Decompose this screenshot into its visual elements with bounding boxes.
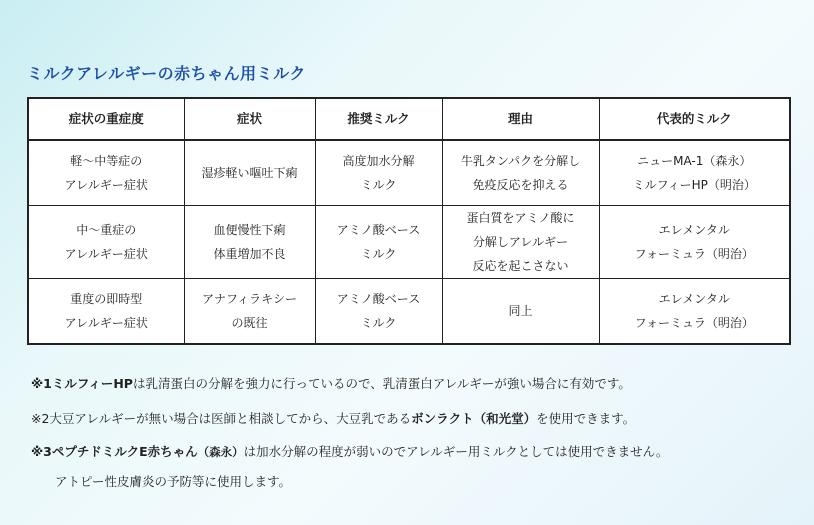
footnote-2-product: ボンラクト（和光堂） [411, 411, 537, 426]
footnote-2-prefix: ※2大豆アレルギーが無い場合は医師と相談してから、大豆乳である [31, 411, 412, 426]
cell-recommended-milk: 高度加水分解 ミルク [315, 140, 442, 206]
cell-severity: 重度の即時型 アレルギー症状 [28, 279, 184, 345]
cell-recommended-milk: アミノ酸ベース ミルク [315, 206, 442, 279]
footnote-3-text: は加水分解の程度が弱いのでアレルギー用ミルクとしては使用できません。 [243, 444, 669, 459]
cell-reason: 牛乳タンパクを分解し 免疫反応を抑える [442, 140, 599, 206]
cell-recommended-milk: アミノ酸ベース ミルク [315, 279, 442, 345]
header-representative-milk: 代表的ミルク [599, 98, 790, 140]
cell-symptoms: 湿疹軽い嘔吐下痢 [184, 140, 315, 206]
cell-representative-milk: ニューMA-1（森永） ミルフィーHP（明治） [599, 140, 790, 206]
milk-table [27, 97, 791, 345]
footnote-2-text: を使用できます。 [536, 411, 636, 426]
cell-symptoms: 血便慢性下痢 体重増加不良 [184, 206, 315, 279]
header-symptoms: 症状 [184, 98, 315, 140]
footnote-1 [31, 374, 631, 392]
footnote-3-maker: （森永） [197, 445, 244, 459]
header-reason: 理由 [442, 98, 599, 140]
cell-reason: 同上 [442, 279, 599, 345]
cell-severity: 中〜重症の アレルギー症状 [28, 206, 184, 279]
footnote-1-text: は乳清蛋白の分解を強力に行っているので、乳清蛋白アレルギーが強い場合に有効です。 [132, 376, 631, 391]
cell-symptoms: アナフィラキシー の既往 [184, 279, 315, 345]
table-row [28, 140, 790, 206]
footnote-2 [31, 409, 635, 427]
table-header-row [28, 98, 790, 140]
header-recommended-milk: 推奨ミルク [315, 98, 442, 140]
footnote-1-product: ※1ミルフィーHP [31, 376, 133, 391]
page-title: ミルクアレルギーの赤ちゃん用ミルク [27, 64, 306, 83]
cell-reason: 蛋白質をアミノ酸に 分解しアレルギー 反応を起こさない [442, 206, 599, 279]
table-row [28, 279, 790, 345]
cell-representative-milk: エレメンタル フォーミュラ（明治） [599, 206, 790, 279]
cell-severity: 軽〜中等症の アレルギー症状 [28, 140, 184, 206]
table-row [28, 206, 790, 279]
cell-representative-milk: エレメンタル フォーミュラ（明治） [599, 279, 790, 345]
footnote-3-product: ※3ペプチドミルクE赤ちゃん [31, 444, 198, 459]
footnote-3 [31, 442, 668, 460]
header-severity: 症状の重症度 [28, 98, 184, 140]
footnote-3-line2: アトピー性皮膚炎の予防等に使用します。 [55, 474, 292, 489]
